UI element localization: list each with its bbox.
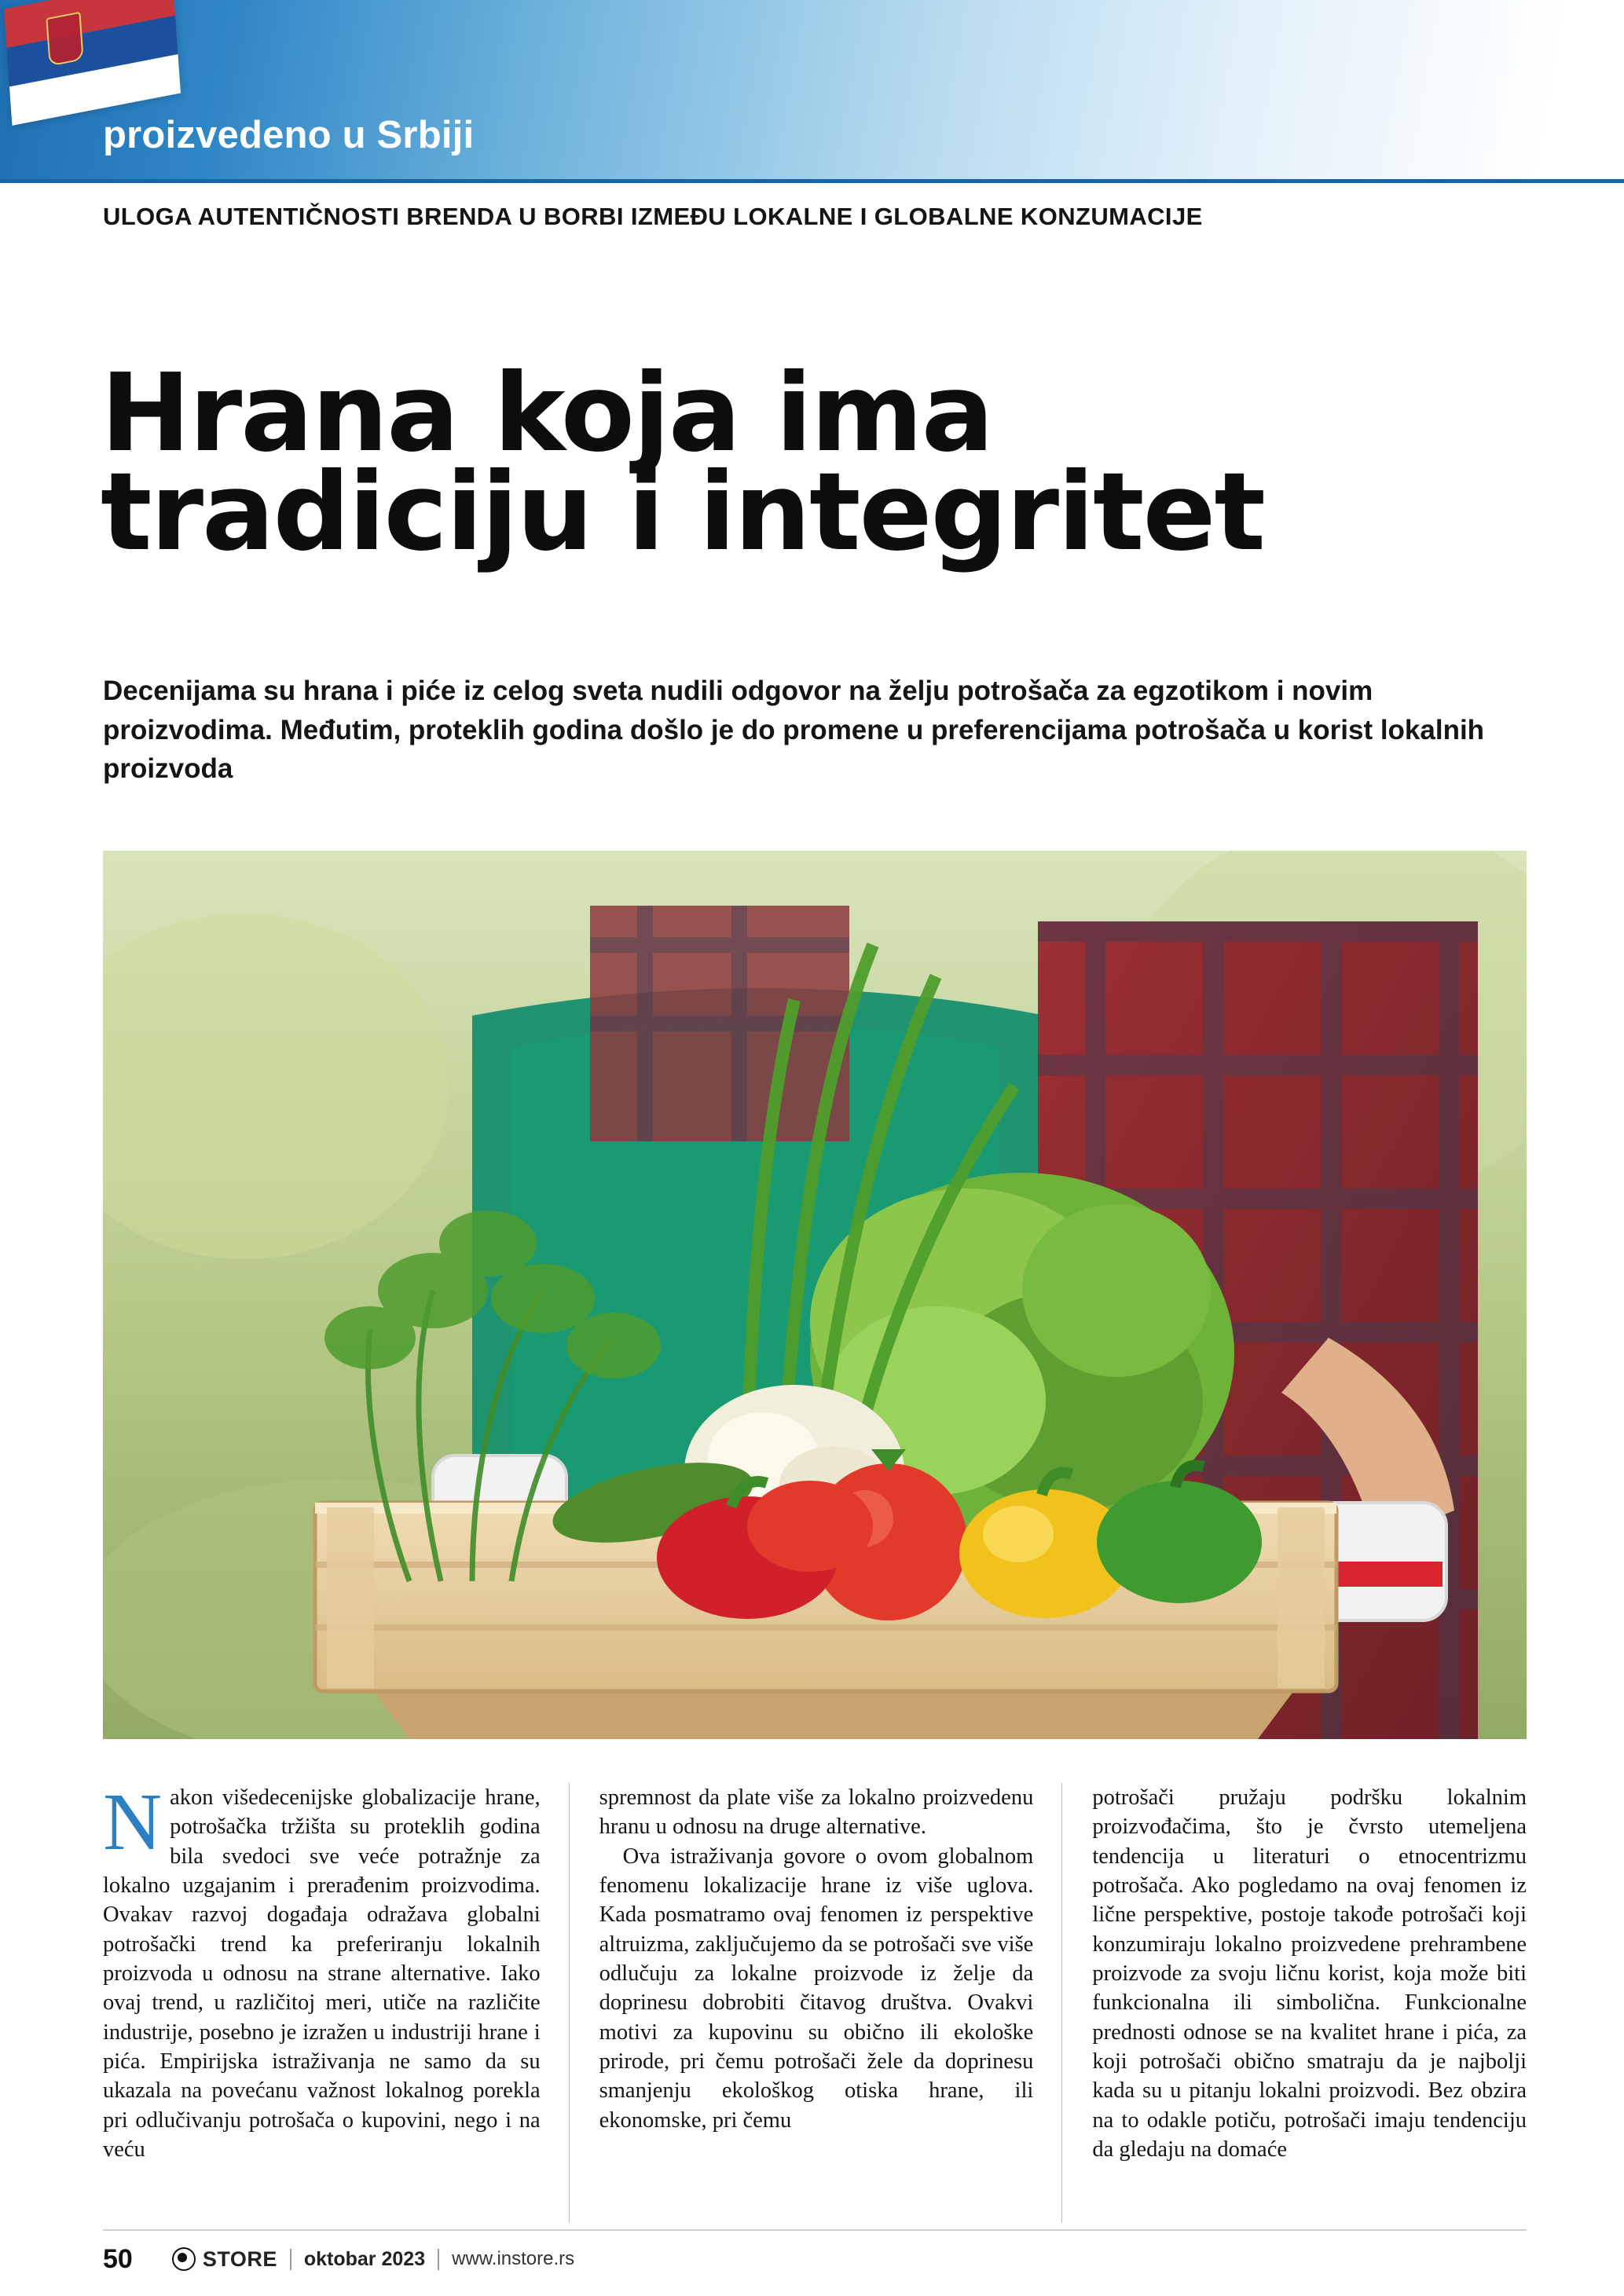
body-column-2	[569, 1783, 1034, 2223]
website-url[interactable]: www.instore.rs	[452, 2248, 575, 2269]
banner-label: proizvedeno u Srbiji	[103, 114, 475, 156]
page-title	[101, 350, 1538, 575]
instore-circle-icon	[172, 2247, 196, 2271]
brand-logo	[172, 2247, 277, 2272]
body-column-1	[103, 1777, 541, 2223]
issue-date: oktobar 2023	[303, 2247, 426, 2270]
body-paragraph: spremnost da plate više za lokalno proizvedenu hranu u odnosu na druge alternative.	[599, 1785, 1034, 1840]
article-photo	[103, 851, 1527, 1739]
headline-line-1: Hrana koja ima	[101, 350, 993, 476]
photo-illustration	[103, 851, 1527, 1739]
page-number: 50	[103, 2243, 133, 2274]
article-kicker: ULOGA AUTENTIČNOSTI BRENDA U BORBI IZMEĐU LOKALNE I GLOBALNE KONZUMACIJE	[103, 203, 1203, 230]
footer-divider	[103, 2229, 1527, 2231]
article-body	[103, 1777, 1527, 2223]
serbia-flag-icon	[4, 0, 181, 126]
body-column-3	[1061, 1783, 1527, 2223]
banner-rule	[0, 179, 1624, 183]
body-paragraph: potrošači pružaju podršku lokalnim proizvođačima, što je čvrsto utemeljena tendencija u literaturi o etnocentrizmu potrošača. Ako pogledamo na ovaj fenomen iz lične perspektive, postoje takođe potrošači koji konzumiraju lokalno proizvedene prehrambene proizvode za svoju ličnu korist, koja može biti funkcionalna ili simbolična. Funkcionalne prednosti odnose se na kvalitet hrane i pića, za koji potrošači obično smatraju da je najbolji kada su u pitanju lokalni proizvodi. Bez obzira na to odakle potiču, potrošači imaju tendenciju da gledaju na domaće	[1092, 1785, 1527, 2162]
footer-separator-1	[290, 2249, 291, 2270]
headline-line-2: tradiciju i integritet	[101, 449, 1264, 575]
brand-name: STORE	[202, 2247, 277, 2271]
article-standfirst: Decenijama su hrana i piće iz celog sveta nudili odgovor na želju potrošača za egzotikom i novim proizvodima. Međutim, proteklih godina došlo je do promene u preferencijama potrošača u korist lokalnih proizvoda	[103, 676, 1485, 785]
body-paragraph: Nakon višedecenijske globalizacije hrane, potrošačka tržišta su proteklih godina bila svedoci sve veće potražnje za lokalno uzgajanim i prerađenim proizvodima. Ovakav razvoj događaja odražava globalni potrošački trend ka preferiranju lokalnih proizvoda u odnosu na strane alternative. Iako ovaj trend, u različitoj meri, utiče na različite industrije, posebno je izražen u industriji hrane i pića. Empirijska istraživanja ne samo da su ukazala na povećanu važnost lokalnog porekla pri odlučivanju potrošača o kupovini, nego i na veću	[103, 1777, 541, 2162]
page-footer	[103, 2236, 1527, 2283]
body-paragraph: Ova istraživanja govore o ovom globalnom fenomenu lokalizacije hrane iz više uglova. Kada posmatramo ovaj fenomen iz perspektive altruizma, zaključujemo da se potrošači sve više odlučuju za lokalne proizvode iz želje da doprinesu dobrobiti čitavog društva. Ovakvi motivi za kupovinu su obično ili ekološke prirode, pri čemu potrošači žele da doprinesu smanjenju ekološkog otiska hrane, ili ekonomske, pri čemu	[599, 1844, 1034, 2133]
page-banner	[0, 0, 1624, 179]
footer-separator-2	[438, 2249, 439, 2270]
